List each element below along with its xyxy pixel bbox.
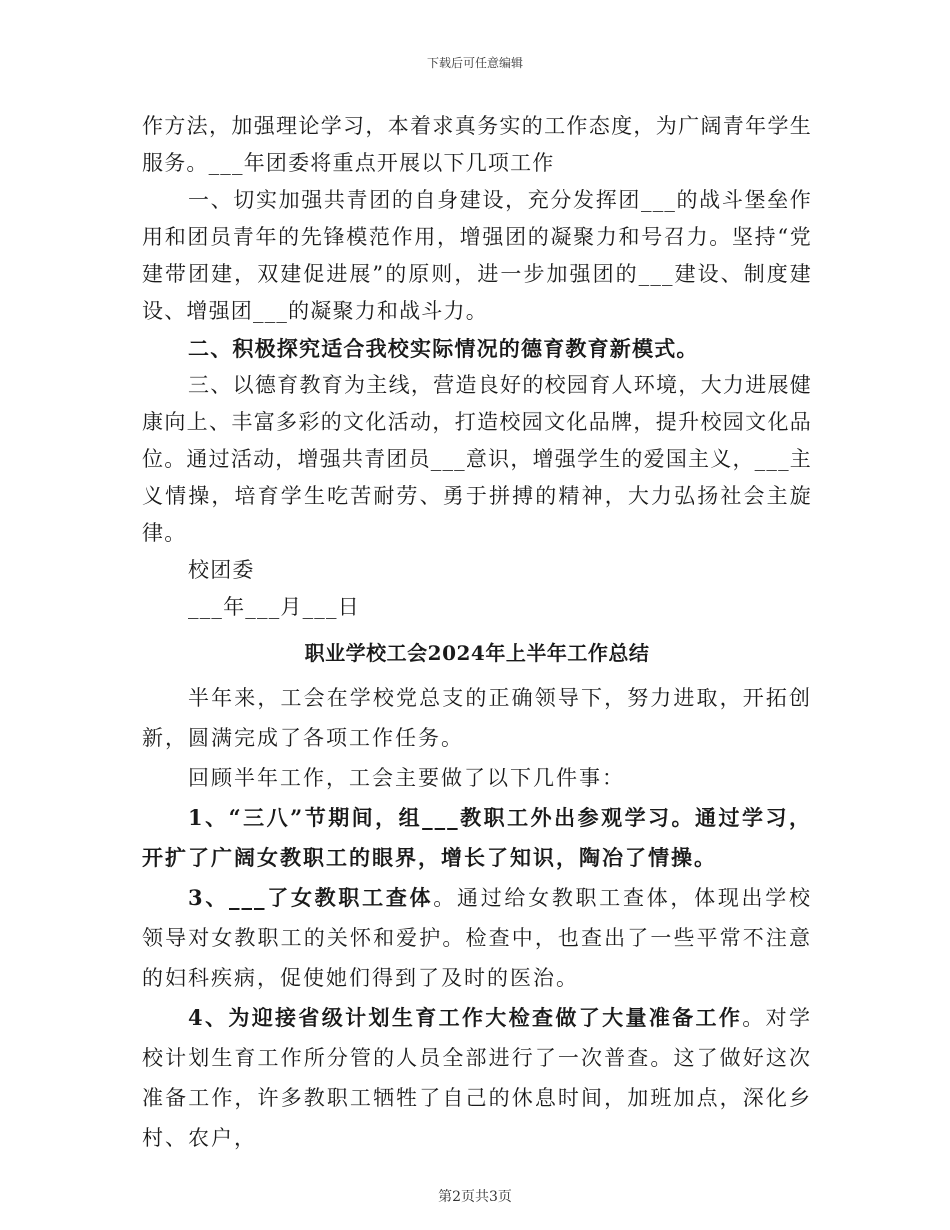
summary-item-3-body: 。通过给女教职工查体，体现出学校领导对女教职工的关怀和爱护。检查中，也查出了一些平常不注意的妇科疾病，促使她们得到了及时的医治。 xyxy=(142,886,812,990)
summary-item-3-lead: 3、___了女教职工查体 xyxy=(188,885,434,910)
page-number: 第2页共3页 xyxy=(438,1189,512,1205)
summary-item-4-lead: 4、为迎接省级计划生育工作大检查做了大量准备工作 xyxy=(188,1005,743,1030)
summary-intro: 半年来，工会在学校党总支的正确领导下，努力进取，开拓创新，圆满完成了各项工作任务。 xyxy=(142,686,812,750)
date-line: ___年___月___日 xyxy=(188,595,360,619)
summary-item-1: 1、“三八”节期间，组___教职工外出参观学习。通过学习，开扩了广阔女教职工的眼界，增长了知识，陶冶了情操。 xyxy=(142,805,812,870)
signature-line: 校团委 xyxy=(188,558,255,582)
summary-section xyxy=(142,678,812,1158)
paragraph-item-1: 一、切实加强共青团的自身建设，充分发挥团___的战斗堡垒作用和团员青年的先锋模范作用，增强团的凝聚力和号召力。坚持“党建带团建，双建促进展”的原则，进一步加强团的___建设、制度建设、增强团___的凝聚力和战斗力。 xyxy=(142,188,812,323)
section-title: 职业学校工会2024年上半年工作总结 xyxy=(304,641,650,665)
paragraph-item-2: 二、积极探究适合我校实际情况的德育教育新模式。 xyxy=(188,336,699,361)
document-body xyxy=(142,108,812,1158)
paragraph-item-3: 三、以德育教育为主线，营造良好的校园育人环境，大力进展健康向上、丰富多彩的文化活动，打造校园文化品牌，提升校园文化品位。通过活动，增强共青团员___意识，增强学生的爱国主义，___主义情操，培育学生吃苦耐劳、勇于拼搏的精神，大力弘扬社会主旋律。 xyxy=(142,373,812,545)
page-header-note: 下载后可任意编辑 xyxy=(426,56,523,70)
paragraph-continuation: 作方法，加强理论学习，本着求真务实的工作态度，为广阔青年学生服务。___年团委将重点开展以下几项工作 xyxy=(142,114,812,175)
summary-item-4 xyxy=(142,998,812,1158)
summary-item-3 xyxy=(142,878,812,998)
summary-review: 回顾半年工作，工会主要做了以下几件事： xyxy=(188,766,625,790)
summary-item-4-body: 。对学校计划生育工作所分管的人员全部进行了一次普查。这了做好这次准备工作，许多教职工牺牲了自己的休息时间，加班加点，深化乡村、农户， xyxy=(142,1006,812,1150)
